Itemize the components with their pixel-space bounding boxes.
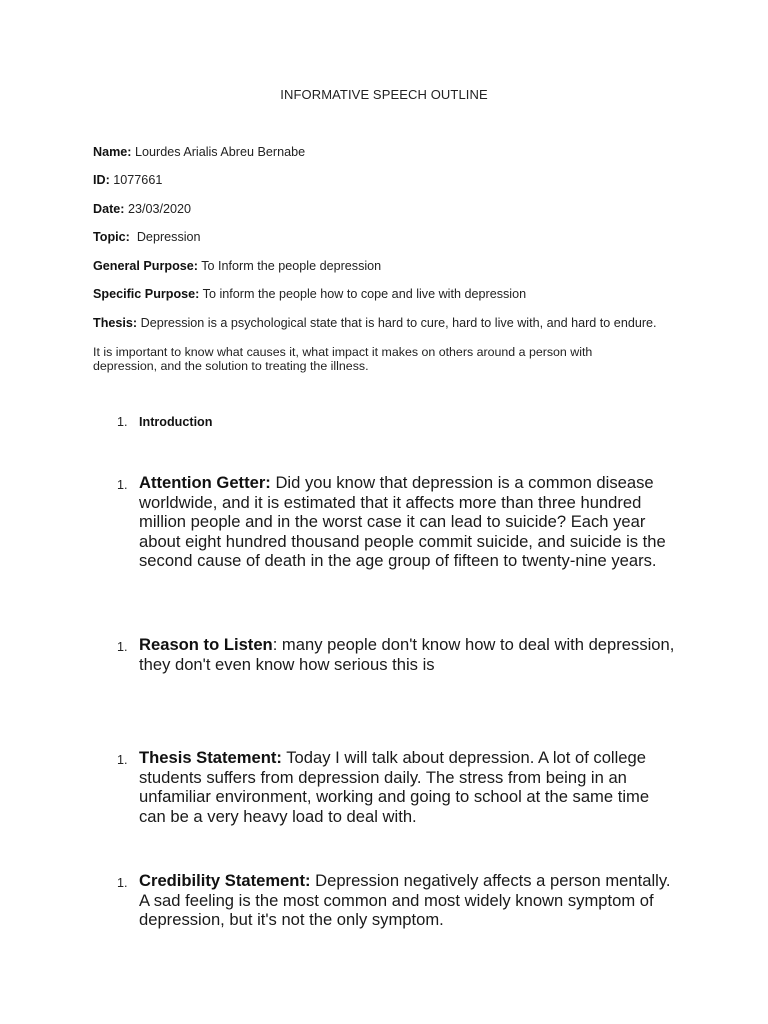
list-number: 1. bbox=[117, 640, 128, 654]
item-label: Attention Getter: bbox=[139, 473, 271, 492]
name-field bbox=[93, 145, 305, 159]
field-value: Depression is a psychological state that is hard to cure, hard to live with, and hard to endure. bbox=[137, 316, 657, 330]
topic-field bbox=[93, 230, 201, 244]
item-label: Reason to Listen bbox=[139, 635, 273, 654]
general-purpose-field bbox=[93, 259, 381, 273]
field-value: 23/03/2020 bbox=[124, 202, 192, 216]
item-label: Thesis Statement: bbox=[139, 748, 282, 767]
item-body bbox=[139, 635, 677, 674]
field-value: To Inform the people depression bbox=[197, 259, 382, 273]
item-text: : many people don't know how to deal with depression, they don't even know how serious this is bbox=[139, 635, 675, 674]
credibility-statement-item bbox=[117, 871, 677, 930]
attention-getter-item bbox=[117, 473, 677, 571]
field-value: Depression bbox=[129, 230, 201, 244]
item-label: Credibility Statement: bbox=[139, 871, 311, 890]
list-number: 1. bbox=[117, 753, 128, 767]
document-title: INFORMATIVE SPEECH OUTLINE bbox=[280, 87, 488, 102]
date-field bbox=[93, 202, 191, 216]
field-value: To inform the people how to cope and live with depression bbox=[199, 287, 527, 301]
introduction-heading bbox=[117, 415, 212, 429]
item-body bbox=[139, 871, 677, 930]
item-body bbox=[139, 473, 677, 571]
id-field bbox=[93, 173, 162, 187]
intro-paragraph: It is important to know what causes it, what impact it makes on others around a person with depression, and the solution to treating the illness. bbox=[93, 345, 593, 373]
reason-to-listen-item bbox=[117, 635, 677, 674]
field-label: Date: bbox=[93, 202, 125, 216]
field-label: General Purpose: bbox=[93, 259, 198, 273]
field-value: Lourdes Arialis Abreu Bernabe bbox=[131, 145, 306, 159]
item-body bbox=[139, 748, 677, 826]
item-text: Depression negatively affects a person mentally. A sad feeling is the most common and most widely known symptom of depression, but it's not the only symptom. bbox=[139, 871, 671, 929]
field-label: Thesis: bbox=[93, 316, 138, 330]
list-number: 1. bbox=[117, 478, 128, 492]
thesis-field bbox=[93, 316, 657, 330]
field-value: 1077661 bbox=[109, 173, 163, 187]
field-label: Name: bbox=[93, 145, 132, 159]
section-label: Introduction bbox=[139, 415, 213, 429]
list-number: 1. bbox=[117, 876, 128, 890]
field-label: ID: bbox=[93, 173, 110, 187]
specific-purpose-field bbox=[93, 287, 526, 301]
item-text: Today I will talk about depression. A lot of college students suffers from depression daily. The stress from being in an unfamiliar environment, working and going to school at the same time can be a very heavy load to deal with. bbox=[139, 748, 650, 826]
field-label: Topic: bbox=[93, 230, 130, 244]
thesis-statement-item bbox=[117, 748, 677, 826]
item-text: Did you know that depression is a common disease worldwide, and it is estimated that it affects more than three hundred million people and in the worst case it can lead to suicide? Each year about eight hundred thousand people commit suicide, and suicide is the second cause of death in the age group of fifteen to twenty-nine years. bbox=[139, 473, 666, 570]
list-number: 1. bbox=[117, 415, 128, 429]
field-label: Specific Purpose: bbox=[93, 287, 200, 301]
